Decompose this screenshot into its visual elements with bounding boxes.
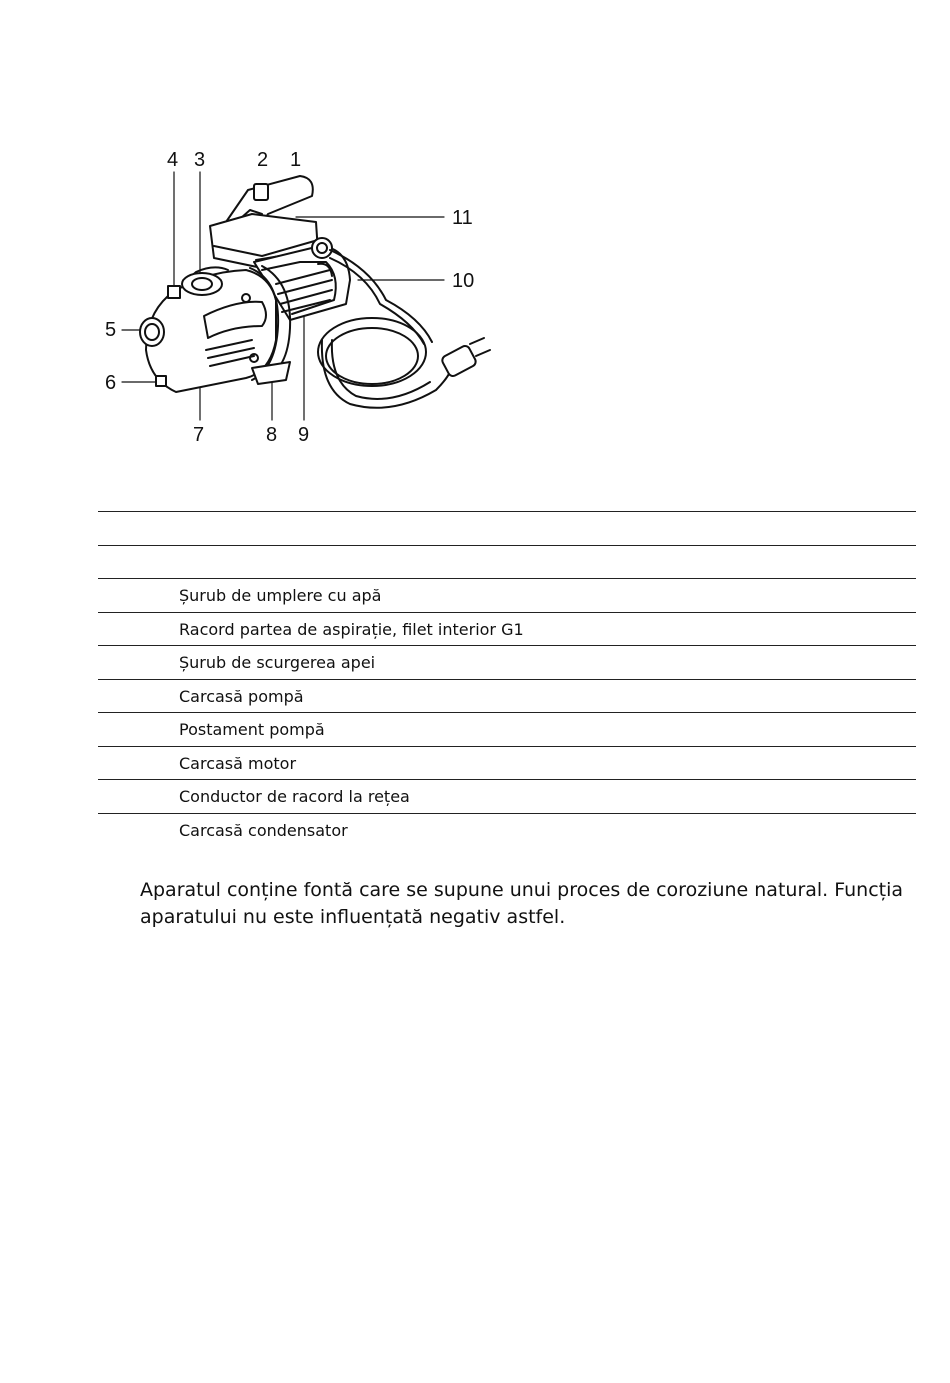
part-number — [98, 646, 179, 680]
parts-legend-table — [98, 511, 916, 846]
part-number — [98, 713, 179, 747]
callout-6: 6 — [105, 372, 117, 394]
part-description — [179, 512, 916, 546]
part-number — [98, 545, 179, 579]
part-description: Carcasă pompă — [179, 679, 916, 713]
callout-7: 7 — [193, 424, 205, 446]
part-number — [98, 813, 179, 846]
part-number — [98, 780, 179, 814]
table-row — [98, 545, 916, 579]
callout-10: 10 — [452, 270, 475, 292]
callout-4: 4 — [167, 149, 179, 171]
part-number — [98, 612, 179, 646]
part-description: Șurub de scurgerea apei — [179, 646, 916, 680]
table-row — [98, 646, 916, 680]
part-number — [98, 679, 179, 713]
callout-3: 3 — [194, 149, 206, 171]
callout-8: 8 — [266, 424, 278, 446]
part-description: Carcasă condensator — [179, 813, 916, 846]
table-row — [98, 813, 916, 846]
part-number — [98, 512, 179, 546]
table-row — [98, 746, 916, 780]
callout-11: 11 — [452, 207, 473, 229]
part-number — [98, 579, 179, 613]
corrosion-note: Aparatul conține fontă care se supune unui proces de coroziune natural. Funcția aparatului nu este influențată negativ astfel. — [140, 879, 904, 928]
part-description: Șurub de umplere cu apă — [179, 579, 916, 613]
table-row — [98, 579, 916, 613]
table-row — [98, 679, 916, 713]
callout-2: 2 — [257, 149, 269, 171]
pump-drawing — [0, 0, 520, 470]
part-number — [98, 746, 179, 780]
part-description: Carcasă motor — [179, 746, 916, 780]
part-description — [179, 545, 916, 579]
pump-illustration — [0, 0, 520, 470]
table-row — [98, 713, 916, 747]
table-row — [98, 512, 916, 546]
callout-5: 5 — [105, 319, 117, 341]
part-description: Postament pompă — [179, 713, 916, 747]
part-description: Racord partea de aspirație, filet interior G1 — [179, 612, 916, 646]
part-description: Conductor de racord la rețea — [179, 780, 916, 814]
table-row — [98, 612, 916, 646]
callout-1: 1 — [290, 149, 302, 171]
table-row — [98, 780, 916, 814]
callout-9: 9 — [298, 424, 310, 446]
